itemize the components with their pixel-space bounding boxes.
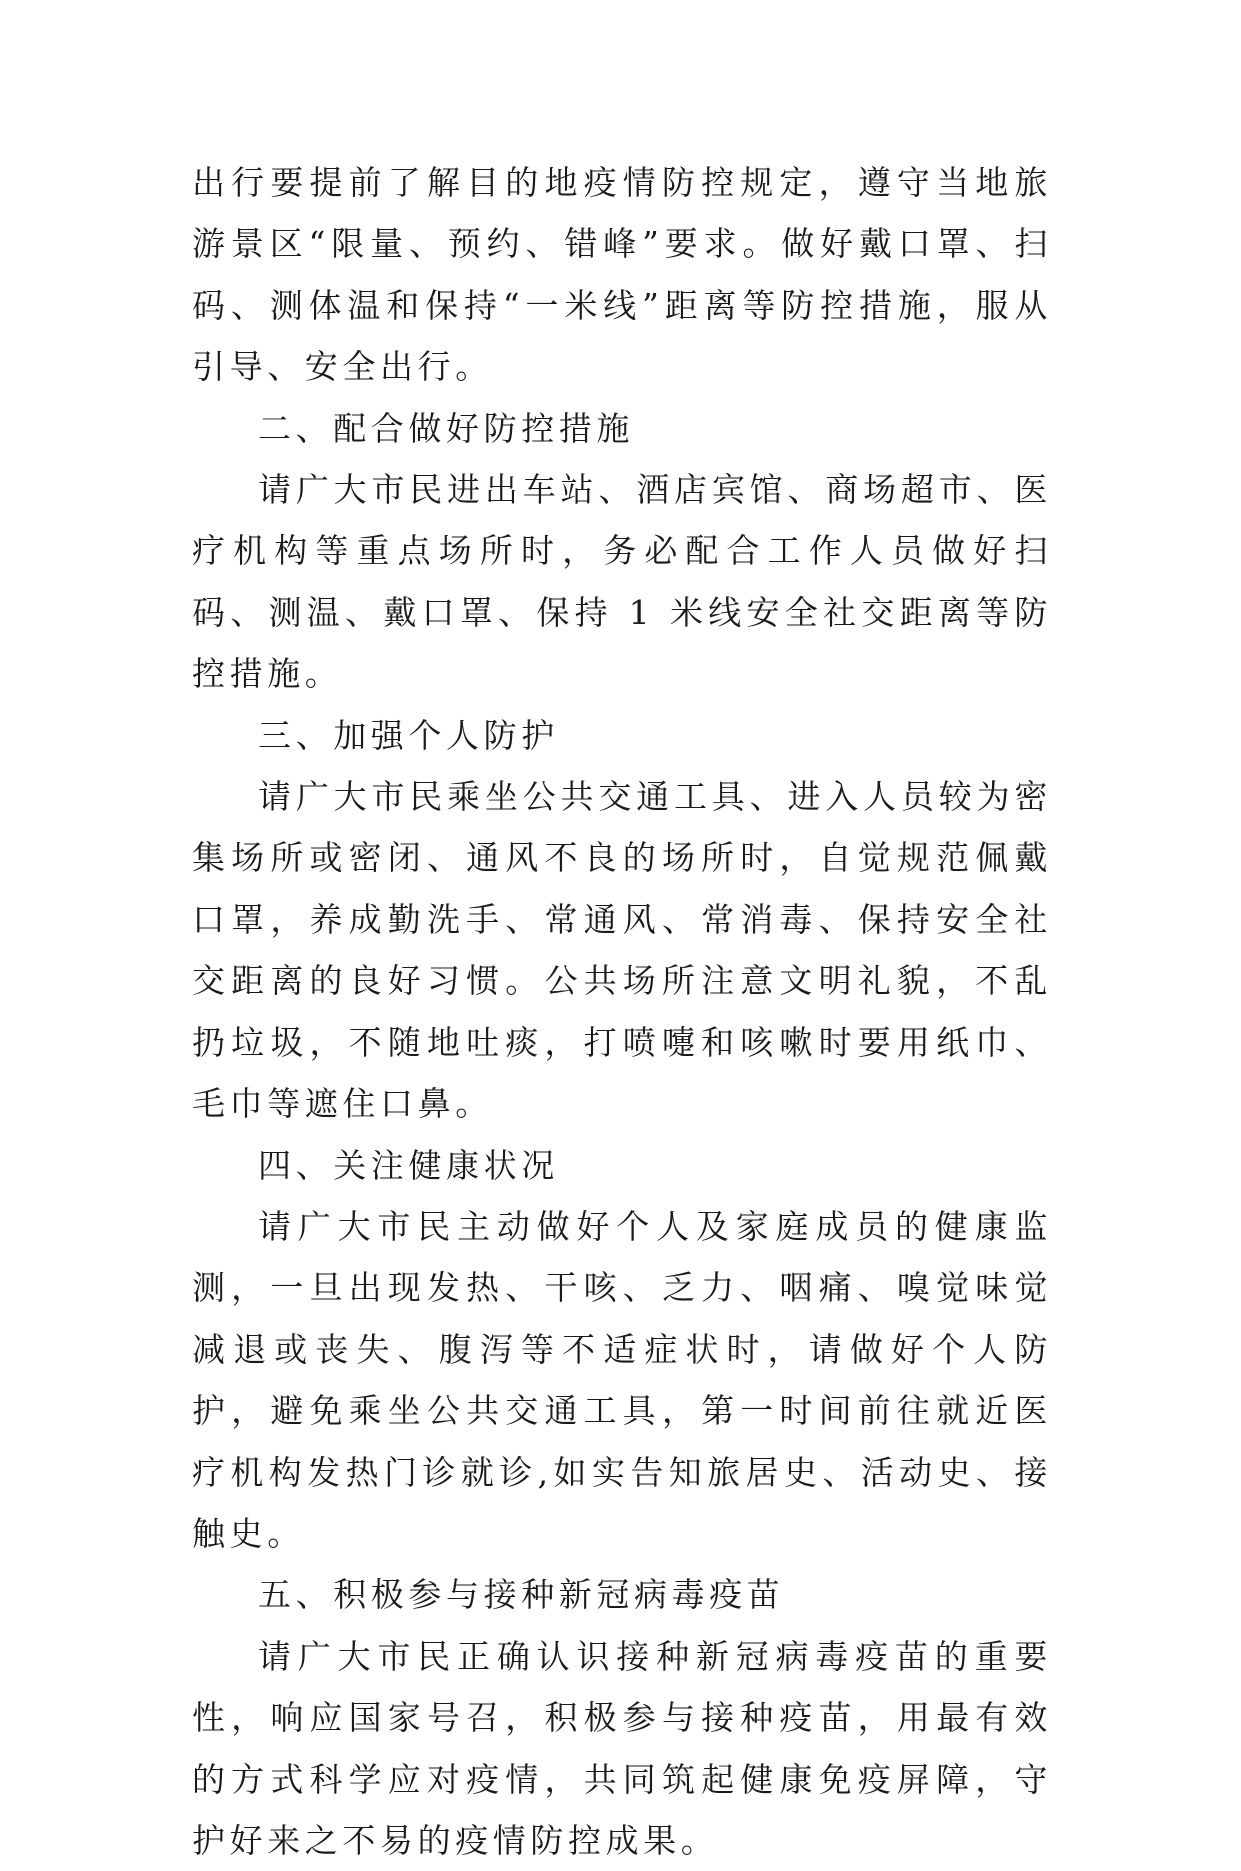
- section-heading-3: 三、加强个人防护: [258, 715, 559, 755]
- document-body: [192, 152, 1052, 1871]
- paragraph-vaccination: 请广大市民正确认识接种新冠病毒疫苗的重要性，响应国家号召，积极参与接种疫苗，用最有效的方式科学应对疫情，共同筑起健康免疫屏障，守护好来之不易的疫情防控成果。: [192, 1636, 1052, 1860]
- section-heading-2: 二、配合做好防控措施: [258, 408, 634, 448]
- paragraph-personal-protection: 请广大市民乘坐公共交通工具、进入人员较为密集场所或密闭、通风不良的场所时，自觉规范佩戴口罩，养成勤洗手、常通风、常消毒、保持安全社交距离的良好习惯。公共场所注意文明礼貌，不乱扔垃圾，不随地吐痰，打喷嚏和咳嗽时要用纸巾、毛巾等遮住口鼻。: [192, 777, 1052, 1124]
- paragraph-cooperate-measures: 请广大市民进出车站、酒店宾馆、商场超市、医疗机构等重点场所时，务必配合工作人员做好扫码、测温、戴口罩、保持 1 米线安全社交距离等防控措施。: [192, 470, 1052, 694]
- section-heading-5: 五、积极参与接种新冠病毒疫苗: [258, 1575, 785, 1615]
- paragraph-health-status: 请广大市民主动做好个人及家庭成员的健康监测，一旦出现发热、干咳、乏力、咽痛、嗅觉味觉减退或丧失、腹泻等不适症状时，请做好个人防护，避免乘坐公共交通工具，第一时间前往就近医疗机构发热门诊就诊,如实告知旅居史、活动史、接触史。: [192, 1206, 1052, 1553]
- section-heading-4: 四、关注健康状况: [258, 1145, 559, 1185]
- paragraph-continuation: 出行要提前了解目的地疫情防控规定，遵守当地旅游景区“限量、预约、错峰”要求。做好戴口罩、扫码、测体温和保持“一米线”距离等防控措施，服从引导、安全出行。: [192, 163, 1052, 387]
